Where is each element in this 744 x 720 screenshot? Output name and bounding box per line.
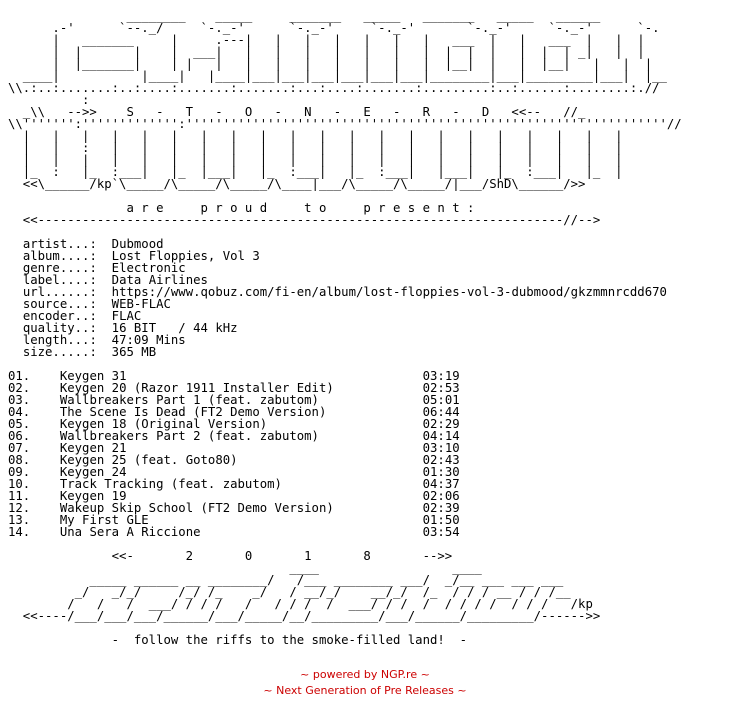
track-number: 08. xyxy=(8,453,31,467)
track-time: 04:14 xyxy=(422,429,460,443)
track-time: 03:19 xyxy=(422,369,460,383)
track-time: 02:43 xyxy=(422,453,460,467)
header-ascii-art: ________ _____ _______ _____ _______ _____ ______ .-' `--._/ `-._-' `-._-' `-._-' `-._-' `-._-' `-. | _______ | .---| | | | | | | ___ | | ___ | | | | | | | ___| | | | | | | | | | | | | | _| | | | |_______| | | | | | | | | | | |__| | | |__| | | | ____| |____| |____|___|___|___|___|___|___|________|___|_________|___| |__ \\.:..:.......:..:....:.......:.......:...:....:.......:.........:..:......:........:.// : _\\ -->> S - T - O - N - E - R - D <<-- //_ \\''''''':''''''''''''':'''''''''''''''''''''''''''''''''''''''''''''''''''''''''''''''''// | | | | | | | | | | | | | | | | | | | | | | | : | | | | | | | | | | | | | | | | | | | | | | | | | | | | | | | | | | | | | | | |_ : |_ :___| |_ |___| |_ :___| |_ :___| |___| |_ :___| |_ | <<\______/kp`\_____/\_____/\_____/\____|___/\_____/\_____/|___/ShD\______/>> xyxy=(8,9,682,191)
track-title: The Scene Is Dead (FT2 Demo Version) xyxy=(59,405,423,419)
info-value: https://www.qobuz.com/fi-en/album/lost-floppies-vol-3-dubmood/gkzmmnrcdd670 xyxy=(111,285,667,299)
track-time: 01:30 xyxy=(422,465,460,479)
footer-powered-by: ~ powered by NGP.re ~ xyxy=(300,668,430,681)
track-time: 02:29 xyxy=(422,417,460,431)
track-title: Wallbreakers Part 1 (feat. zabutom) xyxy=(59,393,423,407)
logo-ascii-art: ____ ____ _____ ______ __ ________/ /___ ________ ___/ _/__ ___ ___ ___ _/ _/_/ /_/ /_ _/ / __/_/ __/_/ /_ / / / __ / / /__ / / / ___/ / / / / / / / / ___/ / / / / / / / / / / /kp <<----/___/___/___/______/___/_____/__/_________/___/______/_________/------>> xyxy=(22,561,601,623)
track-number: 13. xyxy=(8,513,31,527)
track-time: 03:10 xyxy=(422,441,460,455)
track-number: 03. xyxy=(8,393,31,407)
track-time: 02:53 xyxy=(422,381,460,395)
info-key: label....: xyxy=(22,273,97,287)
track-title: Keygen 19 xyxy=(59,489,423,503)
track-title: Keygen 20 (Razor 1911 Installer Edit) xyxy=(59,381,423,395)
track-number: 07. xyxy=(8,441,31,455)
info-key: quality..: xyxy=(22,321,97,335)
info-key: encoder..: xyxy=(22,309,97,323)
track-title: My First GLE xyxy=(59,513,423,527)
track-time: 04:37 xyxy=(422,477,460,491)
track-title: Wakeup Skip School (FT2 Demo Version) xyxy=(59,501,423,515)
info-value: 47:09 Mins xyxy=(111,333,186,347)
info-key: length...: xyxy=(22,333,97,347)
info-key: size.....: xyxy=(22,345,97,359)
year-line: <<- 2 0 1 8 -->> xyxy=(8,549,453,563)
track-number: 12. xyxy=(8,501,31,515)
track-title: Keygen 18 (Original Version) xyxy=(59,417,423,431)
release-info xyxy=(8,237,667,359)
info-value: Dubmood xyxy=(111,237,164,251)
track-number: 01. xyxy=(8,369,31,383)
track-title: Wallbreakers Part 2 (feat. zabutom) xyxy=(59,429,423,443)
track-title: Keygen 24 xyxy=(59,465,423,479)
track-number: 10. xyxy=(8,477,31,491)
track-time: 05:01 xyxy=(422,393,460,407)
present-rule: <<-----------------------------------------------------------------------//--> xyxy=(8,213,601,227)
info-value: FLAC xyxy=(111,309,142,323)
footer-tagline: ~ Next Generation of Pre Releases ~ xyxy=(263,684,467,697)
info-value: 365 MB xyxy=(111,345,157,359)
info-row xyxy=(8,345,156,359)
track-row xyxy=(8,525,460,539)
track-number: 14. xyxy=(8,525,31,539)
info-value: Electronic xyxy=(111,261,186,275)
track-title: Track Tracking (feat. zabutom) xyxy=(59,477,423,491)
track-time: 02:39 xyxy=(422,501,460,515)
track-time: 01:50 xyxy=(422,513,460,527)
info-key: artist...: xyxy=(22,237,97,251)
info-key: genre....: xyxy=(22,261,97,275)
info-value: WEB-FLAC xyxy=(111,297,171,311)
info-value: 16 BIT / 44 kHz xyxy=(111,321,238,335)
info-value: Lost Floppies, Vol 3 xyxy=(111,249,260,263)
nfo-text xyxy=(8,10,682,646)
track-number: 06. xyxy=(8,429,31,443)
present-line: a r e p r o u d t o p r e s e n t : xyxy=(8,201,475,215)
track-title: Keygen 21 xyxy=(59,441,423,455)
track-title: Keygen 25 (feat. Goto80) xyxy=(59,453,423,467)
info-key: source...: xyxy=(22,297,97,311)
track-time: 02:06 xyxy=(422,489,460,503)
info-value: Data Airlines xyxy=(111,273,208,287)
track-time: 03:54 xyxy=(422,525,460,539)
track-time: 06:44 xyxy=(422,405,460,419)
info-key: album....: xyxy=(22,249,97,263)
track-number: 11. xyxy=(8,489,31,503)
tagline: - follow the riffs to the smoke-filled land! - xyxy=(8,633,468,647)
track-title: Keygen 31 xyxy=(59,369,423,383)
track-number: 09. xyxy=(8,465,31,479)
info-key: url......: xyxy=(22,285,97,299)
track-title: Una Sera A Riccione xyxy=(59,525,423,539)
tracklist xyxy=(8,369,460,539)
track-number: 05. xyxy=(8,417,31,431)
track-number: 04. xyxy=(8,405,31,419)
track-number: 02. xyxy=(8,381,31,395)
